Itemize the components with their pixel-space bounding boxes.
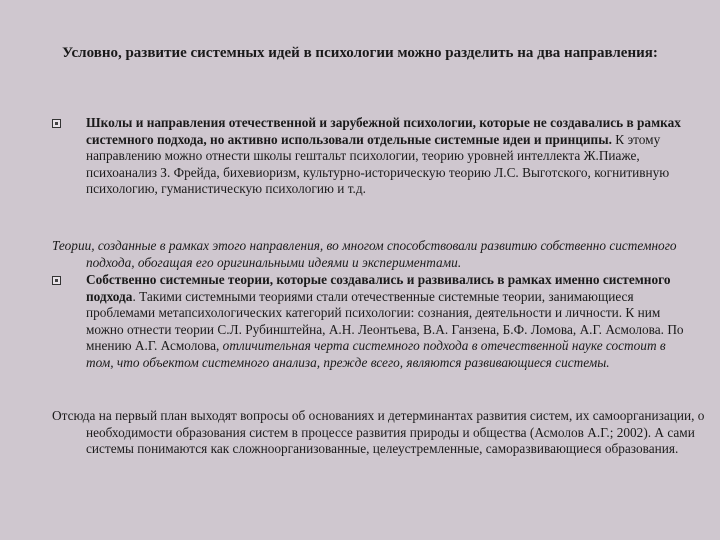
square-bullet-icon (52, 119, 61, 128)
bullet-2-bold-text: Собственно системные теории, которые создавались и развивались в рамках именно системного подхода (86, 272, 671, 304)
italic-paragraph: Теории, созданные в рамках этого направления, во многом способствовали развитию собственно системного подхода, обогащая его оригинальными идеями и экспериментами. (52, 238, 677, 270)
final-paragraph: Отсюда на первый план выходят вопросы об основаниях и детерминантах развития систем, их самоорганизации, о необходимости образования систем в процессе развития природы и общества (Асмолов А.Г.; 2002). А сами системы понимаются как сложноорганизованные, целеустремленные, саморазвивающиеся образования. (52, 408, 705, 457)
square-bullet-icon (52, 276, 61, 285)
slide-title: Условно, развитие системных идей в психологии можно разделить на два направления: (62, 45, 658, 61)
bullet-2-body-text: . Такими системными теориями стали отечественные системные теории, занимающиеся проблемами метапсихологических категорий психологии: сознания, деятельности и личности. К ним можно отнести теории С.Л. Рубинштейна, А.Н. Леонтьева, В.А. Ганзена, Б.Ф. Ломова, А.Г. Асмолова. По мнению А.Г. Асмолова, (86, 288, 684, 354)
bullet-2-italic-text: отличительная черта системного подхода в отечественной науке состоит в том, что объектом системного анализа, прежде всего, являются развивающиеся системы. (86, 338, 666, 370)
bullet-1-body-text: К этому направлению можно отнести школы гештальт психологии, теорию уровней интеллекта Ж.Пиаже, психоанализ З. Фрейда, бихевиоризм, культурно-историческую теорию Л.С. Выготского, когнитивную психологию, гуманистическую психологию и т.д. (86, 131, 670, 197)
bullet-1-bold-text: Школы и направления отечественной и зарубежной психологии, которые не создавались в рамках системного подхода, но активно использовали отдельные системные идеи и принципы. (86, 115, 681, 147)
bullet-2-text (86, 272, 686, 372)
bullet-1-text (86, 115, 686, 198)
